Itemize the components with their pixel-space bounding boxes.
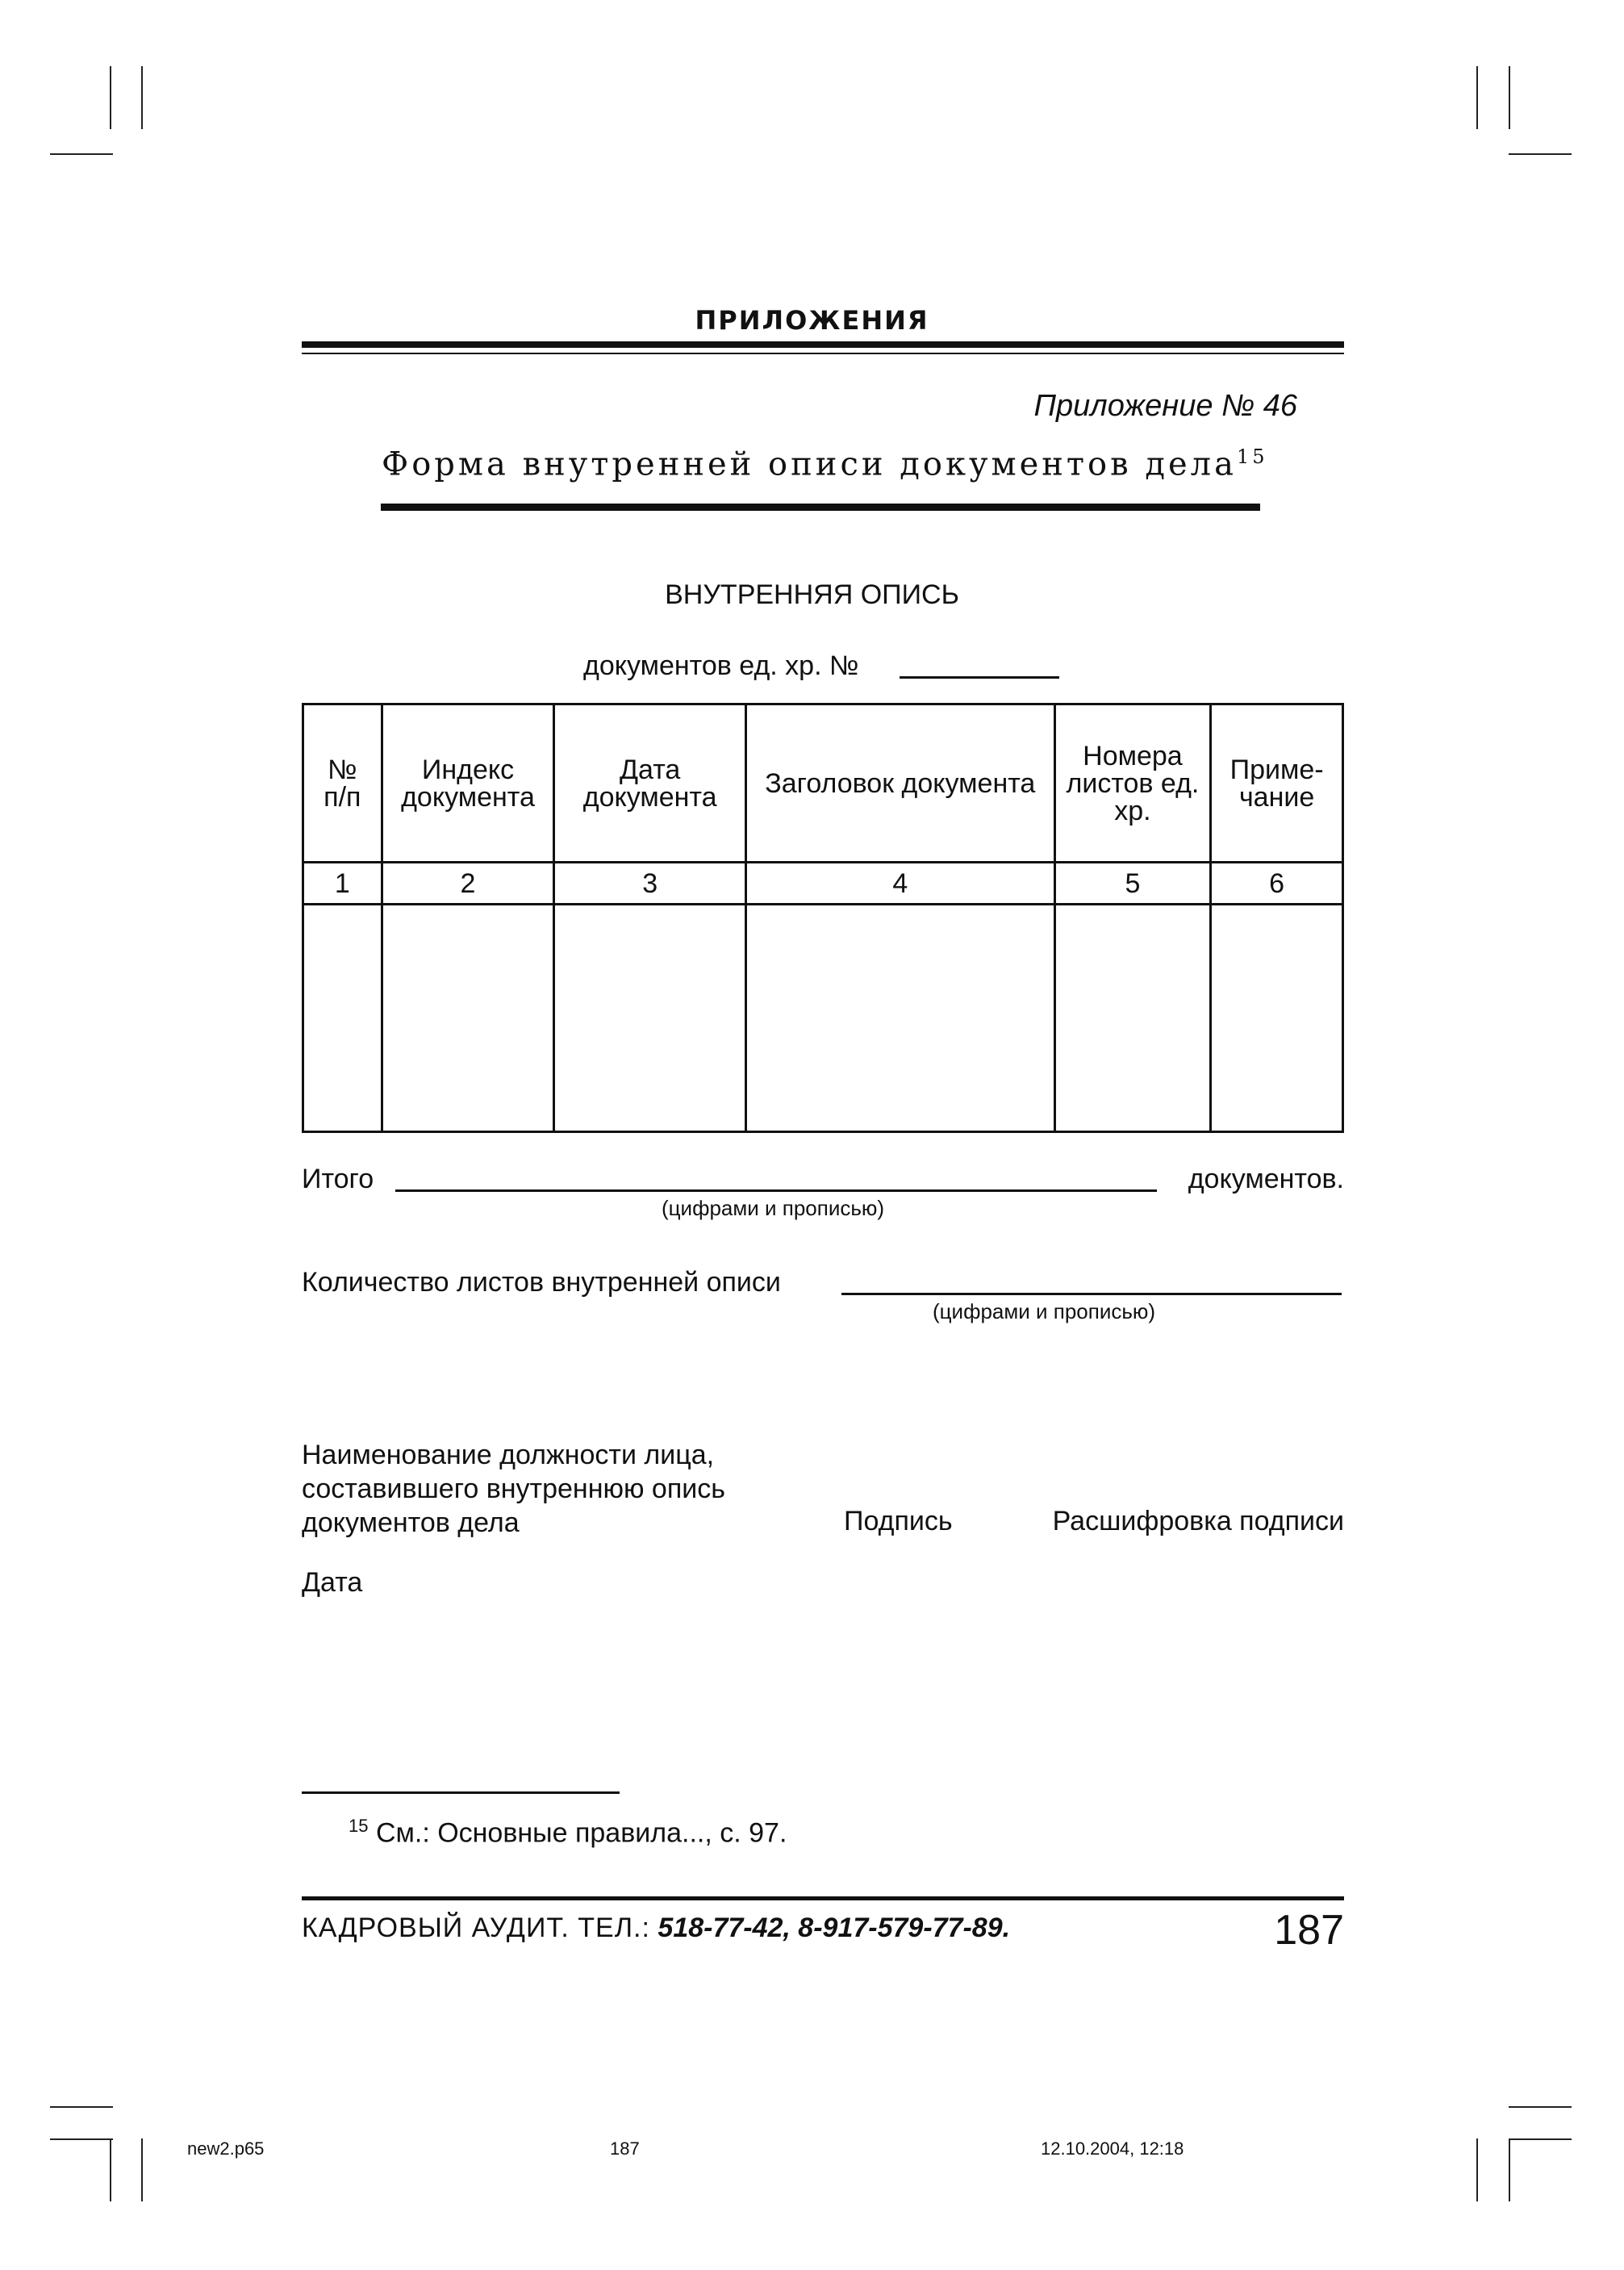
col-header-line: Заголовок документа <box>765 767 1036 799</box>
footnote-number: 15 <box>349 1816 369 1836</box>
total-suffix: документов. <box>1188 1164 1344 1194</box>
date-label: Дата <box>302 1567 363 1598</box>
title-rule <box>381 504 1260 511</box>
col-header-line: п/п <box>324 781 361 813</box>
table-cell[interactable] <box>554 905 746 1132</box>
column-number: 5 <box>1054 863 1211 905</box>
form-title-text: Форма внутренней описи документов дела <box>382 445 1237 483</box>
col-header-line: Номера <box>1083 740 1183 771</box>
inventory-table <box>302 703 1344 1133</box>
total-label: Итого <box>302 1164 374 1194</box>
position-caption <box>302 1438 725 1540</box>
footnote <box>349 1816 787 1849</box>
column-number: 3 <box>554 863 746 905</box>
table-cell[interactable] <box>1054 905 1211 1132</box>
col-header-sheets <box>1054 704 1211 863</box>
position-line: Наименование должности лица, <box>302 1440 715 1470</box>
col-header-number <box>303 704 382 863</box>
col-header-line: документа <box>401 781 535 813</box>
sheet-count-label: Количество листов внутренней описи <box>302 1267 781 1298</box>
footnote-ref: 15 <box>1236 445 1268 468</box>
slug-file: new2.p65 <box>187 2138 265 2159</box>
position-line: документов дела <box>302 1507 520 1538</box>
total-hint: (цифрами и прописью) <box>662 1196 885 1220</box>
signature-label: Подпись <box>844 1506 953 1536</box>
total-field[interactable] <box>395 1189 1157 1192</box>
column-number: 1 <box>303 863 382 905</box>
col-header-line: Дата <box>620 754 681 785</box>
column-number: 4 <box>745 863 1054 905</box>
col-header-line: хр. <box>1114 795 1151 826</box>
column-number-row <box>303 863 1343 905</box>
footer-rule <box>302 1896 1344 1900</box>
doc-subheading: документов ед. хр. № <box>583 650 859 681</box>
slug-datetime: 12.10.2004, 12:18 <box>1041 2138 1184 2159</box>
table-cell[interactable] <box>1211 905 1343 1132</box>
col-header-index <box>382 704 554 863</box>
table-header-row <box>303 704 1343 863</box>
col-header-line: Приме- <box>1229 754 1324 785</box>
col-header-title <box>745 704 1054 863</box>
signature-decoding-label: Расшифровка подписи <box>1052 1506 1344 1536</box>
doc-heading: ВНУТРЕННЯЯ ОПИСЬ <box>665 579 959 610</box>
storage-unit-number-field[interactable] <box>900 676 1059 679</box>
footer-contact <box>302 1913 1010 1944</box>
header-rule-thick <box>302 341 1344 348</box>
sheet-count-hint: (цифрами и прописью) <box>933 1299 1156 1323</box>
col-header-line: чание <box>1238 781 1315 813</box>
column-number: 6 <box>1211 863 1343 905</box>
appendix-label: Приложение № 46 <box>1033 389 1297 423</box>
slug-page: 187 <box>610 2138 640 2159</box>
col-header-date <box>554 704 746 863</box>
footer-label: КАДРОВЫЙ АУДИТ. ТЕЛ.: <box>302 1913 650 1943</box>
table-cell[interactable] <box>745 905 1054 1132</box>
footnote-text: См.: Основные правила..., с. 97. <box>375 1817 787 1849</box>
form-title <box>382 445 1269 483</box>
footer-phones: 518-77-42, 8-917-579-77-89. <box>658 1913 1011 1943</box>
col-header-line: документа <box>582 781 717 813</box>
column-number: 2 <box>382 863 554 905</box>
position-line: составившего внутреннюю опись <box>302 1474 725 1504</box>
table-cell[interactable] <box>382 905 554 1132</box>
footnote-rule <box>302 1791 620 1794</box>
col-header-note <box>1211 704 1343 863</box>
sheet-count-field[interactable] <box>841 1293 1342 1295</box>
page-number: 187 <box>1274 1907 1344 1954</box>
table-cell[interactable] <box>303 905 382 1132</box>
col-header-line: Индекс <box>421 754 515 785</box>
col-header-line: листов ед. <box>1066 767 1200 799</box>
col-header-line: № <box>328 754 357 785</box>
table-row <box>303 905 1343 1132</box>
section-header: ПРИЛОЖЕНИЯ <box>695 305 929 336</box>
header-rule-thin <box>302 353 1344 354</box>
